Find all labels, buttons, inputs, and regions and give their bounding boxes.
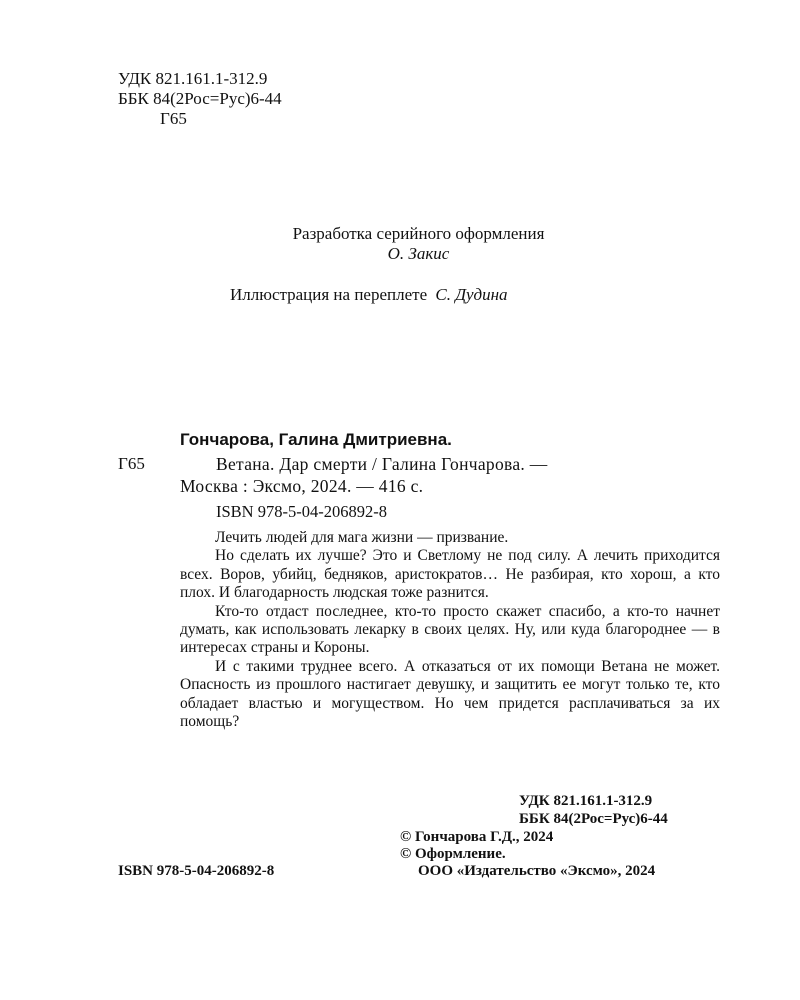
bottom-udk-code: УДК 821.161.1-312.9 <box>519 793 653 809</box>
cover-illustration-credit <box>230 285 508 305</box>
catalog-author-mark: Г65 <box>118 454 145 473</box>
series-design-label: Разработка серийного оформления <box>292 224 545 243</box>
annotation <box>180 529 720 731</box>
author-heading: Гончарова, Галина Дмитриевна. <box>180 430 452 449</box>
series-designer: О. Закис <box>387 244 450 263</box>
copyright-design: © Оформление. <box>400 846 506 862</box>
copyright-author: © Гончарова Г.Д., 2024 <box>400 829 554 845</box>
cover-illustrator: С. Дудина <box>435 285 508 304</box>
publisher-copyright: ООО «Издательство «Эксмо», 2024 <box>418 863 656 879</box>
annotation-paragraph: Лечить людей для мага жизни — призвание. <box>215 529 509 546</box>
annotation-paragraph: Кто-то отдаст последнее, кто-то просто скажет спасибо, а кто-то начнет думать, как использовать лекарку в своих целях. Ну, или куда благороднее — в интересах страны и Короны. <box>180 602 720 657</box>
publication-line: Москва : Эксмо, 2024. — 416 с. <box>180 476 424 496</box>
cover-illustration-label: Иллюстрация на переплете <box>230 285 428 304</box>
udk-code: УДК 821.161.1-312.9 <box>118 69 268 88</box>
author-mark: Г65 <box>160 109 187 128</box>
annotation-paragraph: И с такими труднее всего. А отказаться от их помощи Ветана не может. Опасность из прошлого настигает девушку, и защитить ее могут только те, кто обладает властью и могуществом. Но чем придется расплачиваться за их помощь? <box>180 657 720 731</box>
title-line: Ветана. Дар смерти / Галина Гончарова. — <box>216 454 548 474</box>
footer-isbn: ISBN 978-5-04-206892-8 <box>118 863 275 879</box>
catalog-isbn: ISBN 978-5-04-206892-8 <box>216 502 387 521</box>
bottom-bbk-code: ББК 84(2Рос=Рус)6-44 <box>519 811 668 827</box>
bbk-code: ББК 84(2Рос=Рус)6-44 <box>118 89 282 108</box>
annotation-paragraph: Но сделать их лучше? Это и Светлому не под силу. А лечить приходится всех. Воров, убийц, бедняков, аристократов… Не разбирая, кто хорош, а кто плох. И благодарность людская тоже разнится. <box>180 547 720 602</box>
